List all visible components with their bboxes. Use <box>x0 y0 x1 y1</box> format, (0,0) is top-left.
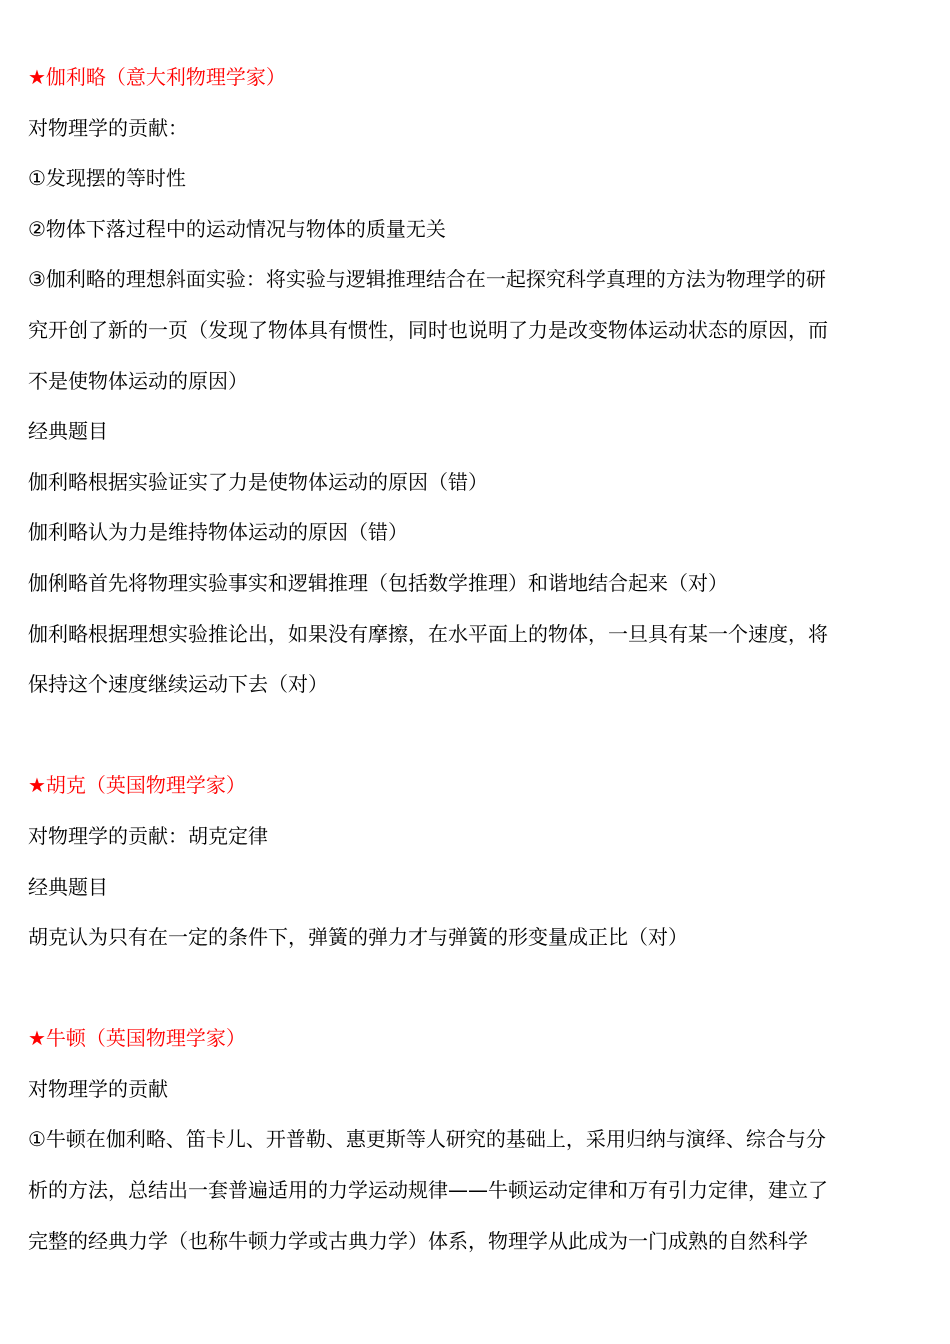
section-galileo <box>28 52 924 710</box>
question-line: 伽利略根据实验证实了力是使物体运动的原因（错） <box>28 469 488 494</box>
text-line: ①发现摆的等时性 <box>28 166 186 191</box>
document-page <box>28 52 924 1266</box>
section-hooke <box>28 760 924 962</box>
text-line: 析的方法，总结出一套普遍适用的力学运动规律——牛顿运动定律和万有引力定律，建立了 <box>28 1178 828 1203</box>
text-line: ②物体下落过程中的运动情况与物体的质量无关 <box>28 216 446 241</box>
question-line: 伽利略认为力是维持物体运动的原因（错） <box>28 520 408 545</box>
subheading-classic-questions: 经典题目 <box>28 874 108 899</box>
text-line: 对物理学的贡献 <box>28 1076 168 1101</box>
text-line: ③伽利略的理想斜面实验：将实验与逻辑推理结合在一起探究科学真理的方法为物理学的研 <box>28 267 826 292</box>
question-line: 伽俐略首先将物理实验事实和逻辑推理（包括数学推理）和谐地结合起来（对） <box>28 570 728 595</box>
section-heading: ★胡克（英国物理学家） <box>28 773 246 798</box>
text-line: 不是使物体运动的原因） <box>28 368 248 393</box>
section-spacer <box>28 710 924 761</box>
section-spacer <box>28 963 924 1014</box>
text-line: 对物理学的贡献：胡克定律 <box>28 823 268 848</box>
question-line: 伽利略根据理想实验推论出，如果没有摩擦，在水平面上的物体，一旦具有某一个速度，将 <box>28 621 828 646</box>
question-line: 胡克认为只有在一定的条件下，弹簧的弹力才与弹簧的形变量成正比（对） <box>28 925 688 950</box>
section-newton <box>28 1013 924 1266</box>
question-line: 保持这个速度继续运动下去（对） <box>28 672 328 697</box>
text-line: 完整的经典力学（也称牛顿力学或古典力学）体系，物理学从此成为一门成熟的自然科学 <box>28 1228 808 1253</box>
text-line: ①牛顿在伽利略、笛卡儿、开普勒、惠更斯等人研究的基础上，采用归纳与演绎、综合与分 <box>28 1127 826 1152</box>
section-heading: ★牛顿（英国物理学家） <box>28 1026 246 1051</box>
text-line: 究开创了新的一页（发现了物体具有惯性，同时也说明了力是改变物体运动状态的原因，而 <box>28 317 828 342</box>
subheading-classic-questions: 经典题目 <box>28 419 108 444</box>
section-heading: ★伽利略（意大利物理学家） <box>28 65 286 89</box>
text-line: 对物理学的贡献： <box>28 115 188 140</box>
